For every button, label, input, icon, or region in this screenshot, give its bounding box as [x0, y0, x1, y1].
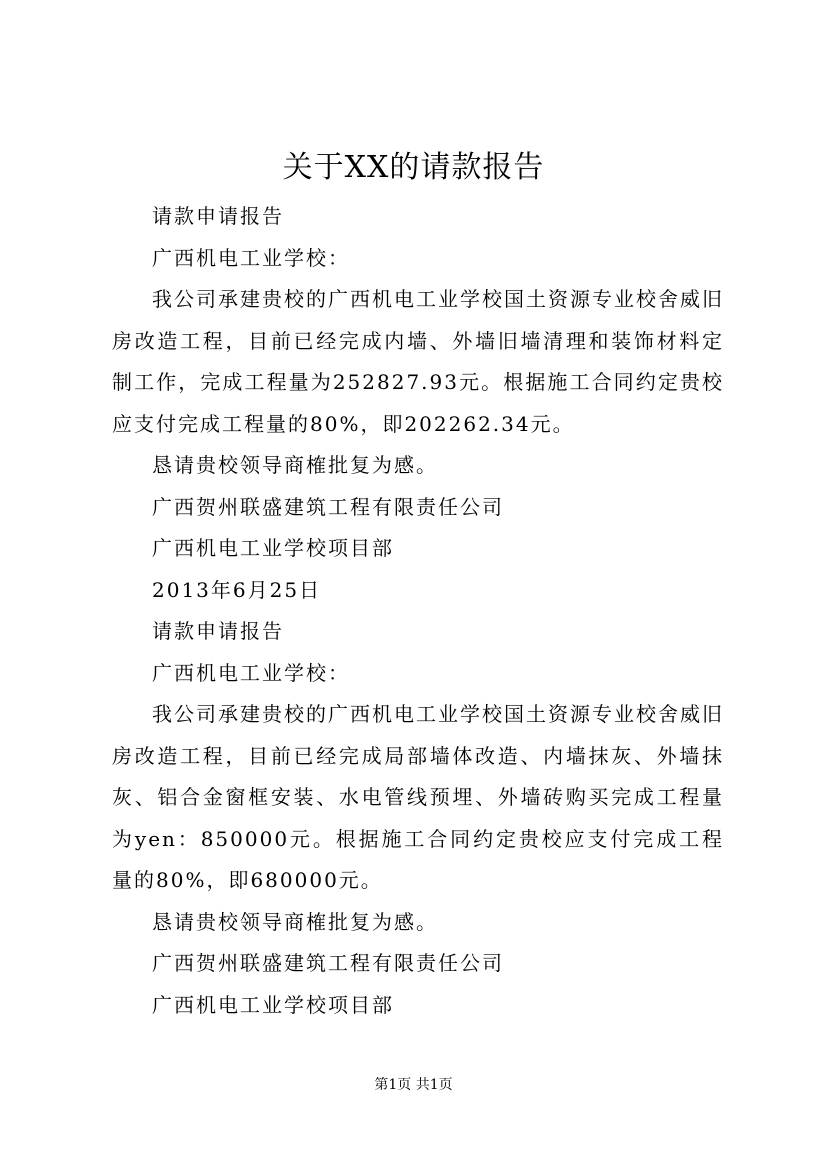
paragraph-company-2: 广西贺州联盛建筑工程有限责任公司 [152, 951, 504, 975]
paragraph-department-2: 广西机电工业学校项目部 [152, 992, 394, 1017]
paragraph-company-1: 广西贺州联盛建筑工程有限责任公司 [152, 494, 504, 519]
document-title: 关于XX的请款报告 [282, 150, 545, 185]
paragraph-main-1: 我公司承建贵校的广西机电工业学校国土资源专业校舍威旧房改造工程，目前已经完成内墙、外墙旧墙清理和装饰材料定制工作，完成工程量为252827.93元。根据施工合同约定贵校应支付完成工程量的80%，即202262.34元。 [112, 287, 724, 436]
paragraph-addressee-1: 广西机电工业学校： [152, 245, 350, 270]
paragraph-request-1: 恳请贵校领导商榷批复为感。 [152, 453, 438, 477]
paragraph-heading-2: 请款申请报告 [152, 619, 284, 643]
paragraph-date: 2013年6月25日 [152, 577, 322, 602]
paragraph-request-2: 恳请贵校领导商榷批复为感。 [152, 909, 438, 934]
page-number: 第1页 共1页 [374, 1077, 453, 1093]
paragraph-heading-1: 请款申请报告 [152, 204, 284, 228]
document-body [112, 196, 724, 1026]
paragraph-department-1: 广西机电工业学校项目部 [152, 536, 394, 560]
paragraph-main-2: 我公司承建贵校的广西机电工业学校国土资源专业校舍威旧房改造工程，目前已经完成局部墙体改造、内墙抹灰、外墙抹灰、铝合金窗框安装、水电管线预埋、外墙砖购买完成工程量为yen：850000元。根据施工合同约定贵校应支付完成工程量的80%，即680000元。 [112, 702, 724, 892]
paragraph-addressee-2: 广西机电工业学校： [152, 660, 350, 685]
